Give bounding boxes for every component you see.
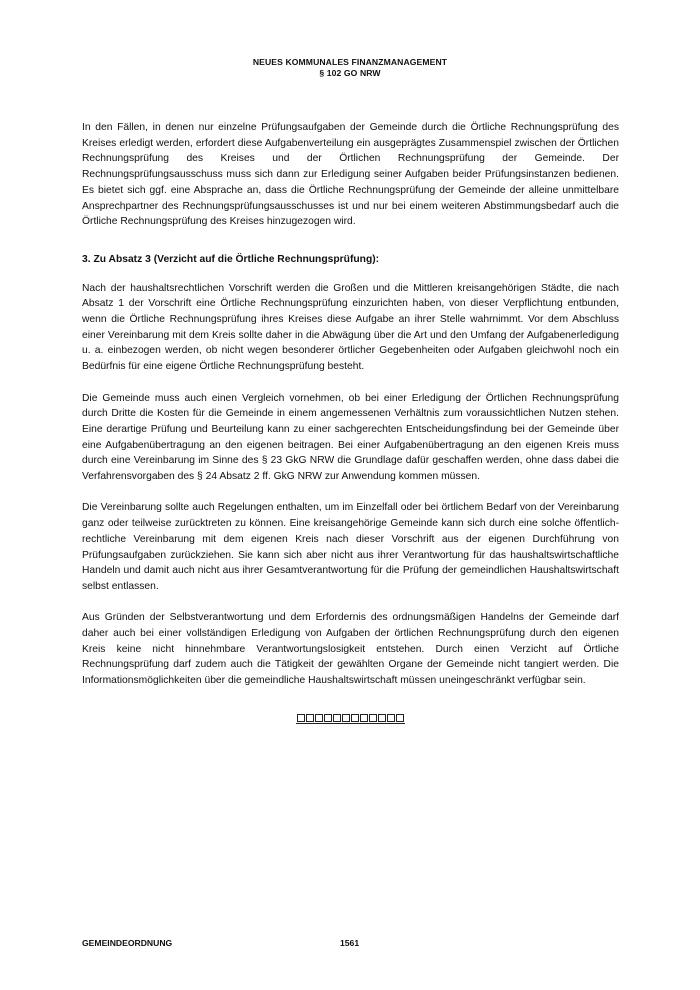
body-paragraph: Nach der haushaltsrechtlichen Vorschrift werden die Großen und die Mittleren kreisangehörigen Städte, die nach Absatz 1 der Vorschrift eine Örtliche Rechnungsprüfung einzurichten haben, von dieser Verpflichtung entbunden, wenn die Örtliche Rechnungsprüfung ihres Kreises diese Aufgabe an ihrer Stelle wahrnimmt. Vor dem Abschluss einer Vereinbarung mit dem Kreis sollte daher in die Abwägung über die Art und den Umfang der Aufgabenerledigung u. a. einbezogen werden, ob nicht wegen besonderer örtlicher Gegebenheiten oder Aufgaben gleichwohl noch ein Bedürfnis für eine eigene Örtliche Rechnungsprüfung besteht. xyxy=(82,282,619,373)
intro-paragraph: In den Fällen, in denen nur einzelne Prüfungsaufgaben der Gemeinde durch die Örtliche Rechnungsprüfung des Kreises erledigt werden, erfordert diese Aufgabenverteilung ein ausgeprägtes Zusammenspiel zwischen der Örtlichen Rechnungsprüfung des Kreises und der Örtlichen Rechnungsprüfung der Gemeinde. Der Rechnungsprüfungsausschuss muss sich dann zur Erledigung seiner Aufgaben beider Prüfungsinstanzen bedienen. Es bietet sich ggf. eine Absprache an, dass die Örtliche Rechnungsprüfung der Gemeinde der alleine unmittelbare Ansprechpartner des Rechnungsprüfungsausschusses ist und nur bei einem weiteren Abstimmungsbedarf auch die Örtliche Rechnungsprüfung des Kreises hinzugezogen wird. xyxy=(82,122,619,228)
body-paragraph: Die Vereinbarung sollte auch Regelungen enthalten, um im Einzelfall oder bei örtlichem Bedarf von der Vereinbarung ganz oder teilweise zurücktreten zu können. Eine kreisangehörige Gemeinde kann sich durch eine solche öffentlich-rechtliche Vereinbarung mit dem eigenen Kreis nach dieser Vorschrift aus der eigenen Durchführung von Prüfungsaufgaben zurückziehen. Sie kann sich aber nicht aus ihrer Verantwortung für das haushaltswirtschaftliche Handeln und damit auch nicht aus ihrer Gesamtverantwortung für die Prüfung der gemeindlichen Haushaltswirtschaft selbst entlassen. xyxy=(82,502,619,592)
page-header xyxy=(0,57,700,79)
section-end-separator xyxy=(0,714,700,724)
separator-ornament xyxy=(296,714,405,724)
body-paragraph: Aus Gründen der Selbstverantwortung und dem Erfordernis des ordnungsmäßigen Handelns der Gemeinde darf daher auch bei einer vollständigen Erledigung von Aufgaben der örtlichen Rechnungsprüfung durch den eigenen Kreis keine nicht hinnehmbare Verantwortungslosigkeit entstehen. Durch einen Verzicht auf Örtliche Rechnungsprüfung darf zudem auch die Tätigkeit der gewählten Organe der Gemeinde nicht tangiert werden. Die Informationsmöglichkeiten über die gemeindliche Haushaltswirtschaft müssen uneingeschränkt verfügbar sein. xyxy=(82,612,619,687)
body-paragraph: Die Gemeinde muss auch einen Vergleich vornehmen, ob bei einer Erledigung der Örtlichen Rechnungsprüfung durch Dritte die Kosten für die Gemeinde in einem angemessenen Verhältnis zum voraussichtlichen Nutzen stehen. Eine derartige Prüfung und Beurteilung kann zu einer sachgerechten Entscheidungsfindung bei der Gemeinde über eine Aufgabenübertragung an den eigenen beitragen. Bei einer Aufgabenübertragung an den eigenen Kreis muss durch eine Vereinbarung im Sinne des § 23 GkG NRW die Grundlage dafür geschaffen werden, ohne dass dabei die Verfahrensvorgaben des § 24 Absatz 2 ff. GkG NRW zur Anwendung kommen müssen. xyxy=(82,392,619,483)
page-number: 1561 xyxy=(340,938,360,948)
document-body xyxy=(82,120,619,705)
header-title: NEUES KOMMUNALES FINANZMANAGEMENT xyxy=(252,57,448,67)
header-subtitle: § 102 GO NRW xyxy=(319,68,381,78)
footer-book-title: GEMEINDEORDNUNG xyxy=(82,938,173,948)
section-heading: 3. Zu Absatz 3 (Verzicht auf die Örtliche Rechnungsprüfung): xyxy=(82,253,380,265)
